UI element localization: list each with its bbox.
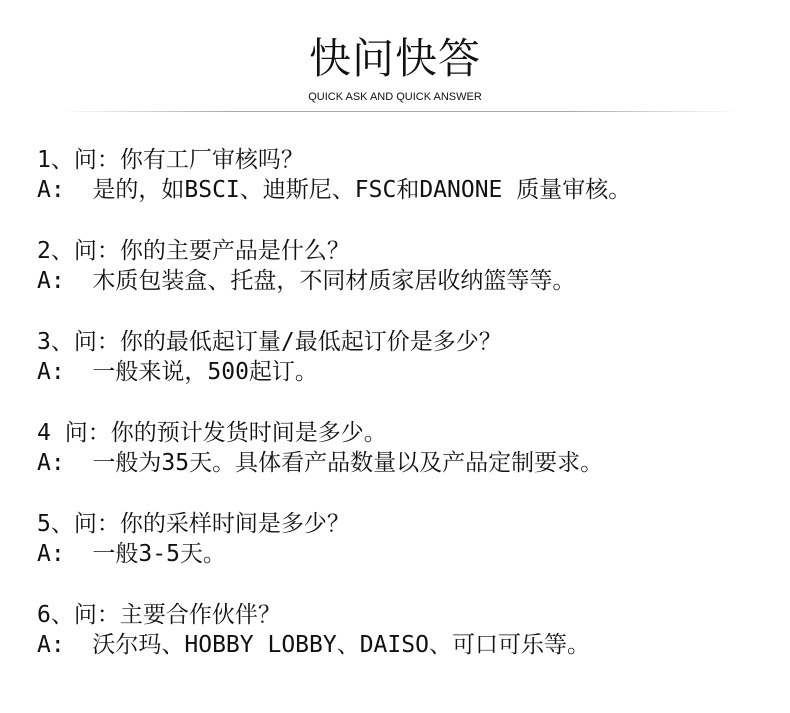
header-divider bbox=[60, 111, 740, 112]
faq-answer: A: 一般为35天。具体看产品数量以及产品定制要求。 bbox=[37, 450, 604, 476]
faq-item bbox=[37, 509, 757, 600]
faq-item bbox=[37, 418, 757, 509]
page-title: 快问快答 bbox=[308, 34, 481, 83]
faq-answer: A: 一般来说，500起订。 bbox=[37, 359, 318, 385]
faq-answer: A: 木质包装盒、托盘，不同材质家居收纳篮等等。 bbox=[37, 268, 576, 294]
faq-list bbox=[37, 145, 757, 691]
faq-question: 4 问：你的预计发货时间是多少。 bbox=[37, 420, 387, 446]
faq-question: 3、问：你的最低起订量/最低起订价是多少？ bbox=[37, 329, 502, 355]
page-subtitle: QUICK ASK AND QUICK ANSWER bbox=[308, 91, 482, 103]
faq-item bbox=[37, 236, 757, 327]
faq-item bbox=[37, 327, 757, 418]
faq-question: 1、问：你有工厂审核吗？ bbox=[37, 147, 304, 173]
faq-answer: A: 沃尔玛、HOBBY LOBBY、DAISO、可口可乐等。 bbox=[37, 632, 590, 658]
faq-question: 6、问：主要合作伙伴？ bbox=[37, 602, 281, 628]
faq-answer: A: 是的，如BSCI、迪斯尼、FSC和DANONE 质量审核。 bbox=[37, 177, 632, 203]
faq-item bbox=[37, 600, 757, 691]
faq-question: 5、问：你的采样时间是多少？ bbox=[37, 511, 350, 537]
faq-question: 2、问：你的主要产品是什么？ bbox=[37, 238, 350, 264]
faq-answer: A: 一般3-5天。 bbox=[37, 541, 226, 567]
faq-item bbox=[37, 145, 757, 236]
